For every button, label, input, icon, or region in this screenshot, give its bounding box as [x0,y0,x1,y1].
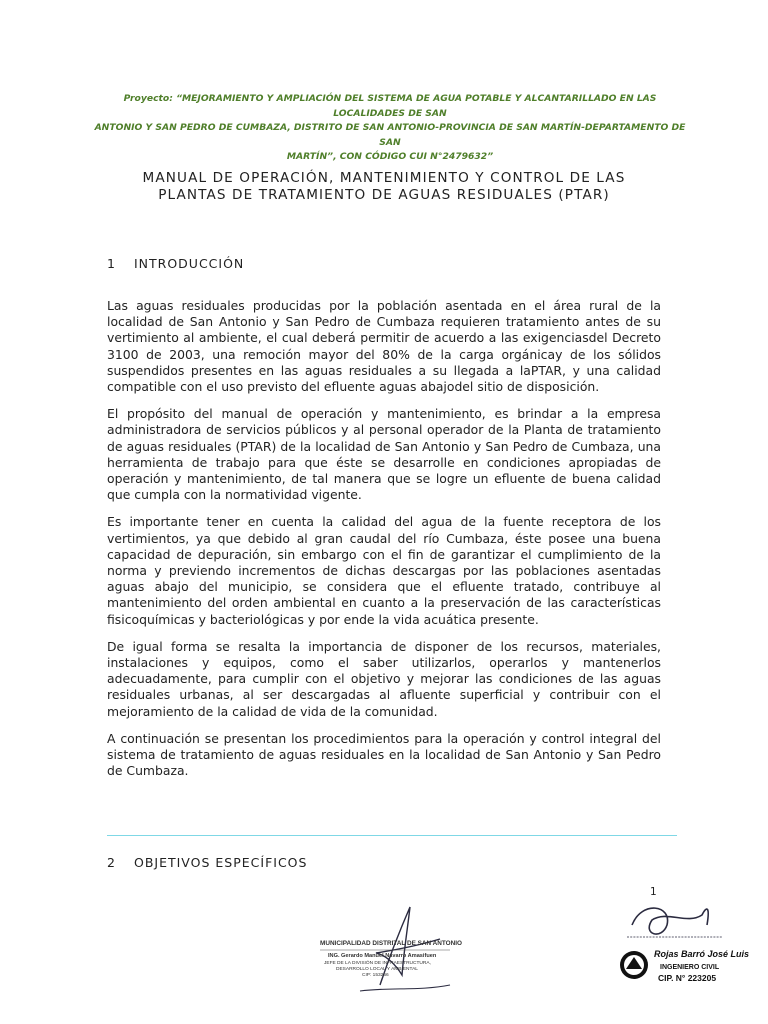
paragraph: Las aguas residuales producidas por la población asentada en el área rural de la localidad de San Antonio y San Pedro de Cumbaza requieren tratamiento antes de su vertimiento al ambiente, el cual deberá permitir de acuerdo a las exigenciasdel Decreto 3100 de 2003, una remoción mayor del 80% de la carga orgánicay de los sólidos suspendidos presentes en las aguas residuales a su llegada a laPTAR, y una calidad compatible con el uso previsto del efluente aguas abajodel sitio de disposición. [107,298,661,395]
document-title-line-2: PLANTAS DE TRATAMIENTO DE AGUAS RESIDUALES (PTAR) [158,187,610,203]
project-header [90,92,690,165]
municipal-signature-stamp [300,895,480,1005]
paragraph: A continuación se presentan los procedimientos para la operación y control integral del sistema de tratamiento de aguas residuales en la localidad de San Antonio y San Pedro de Cumbaza. [107,730,661,779]
engineer-seal-icon [620,951,648,979]
document-title-line-1: MANUAL DE OPERACIÓN, MANTENIMIENTO Y CONTROL DE LAS [142,170,626,186]
section-title: OBJETIVOS ESPECÍFICOS [133,855,308,870]
project-header-line-2: ANTONIO Y SAN PEDRO DE CUMBAZA, DISTRITO DE SAN ANTONIO-PROVINCIA DE SAN MARTÍN-DEPARTAMENTO DE SAN [94,122,686,148]
page-number: 1 [650,886,657,898]
engineer-signature-stamp [612,895,750,1005]
engineer-name: Rojas Barró José Luis [654,949,750,959]
project-header-line-3: MARTÍN”, CON CÓDIGO CUI N°2479632” [286,151,494,162]
stamp-line-4: DESARROLLO LOCAL Y AMBIENTAL [336,967,418,972]
project-header-line-1: Proyecto: “MEJORAMIENTO Y AMPLIACIÓN DEL SISTEMA DE AGUA POTABLE Y ALCANTARILLADO EN LAS LOCALIDADES DE SAN [123,93,657,119]
paragraph: Es importante tener en cuenta la calidad del agua de la fuente receptora de los vertimientos, ya que debido al gran caudal del río Cumbaza, éste posee una buena capacidad de depuración, sin embargo con el fin de garantizar el cumplimiento de la norma y previendo incrementos de dichas descargas por las poblaciones asentadas aguas abajo del municipio, se considera que el efluente tratado, contribuye al mantenimiento del orden ambiental en cuanto a la preservación de las características fisicoquímicas y bacteriológicas y por ende la vida acuática presente. [107,514,661,627]
document-title [100,170,668,204]
section-number: 1 [107,256,116,271]
engineer-title: INGENIERO CIVIL [660,964,720,971]
engineer-cip: CIP. N° 223205 [658,973,717,983]
stamp-line-2: ING. Gerardo Manuel Navarro Amasifuen [328,953,437,959]
stamp-line-1: MUNICIPALIDAD DISTRITAL DE SAN ANTONIO [320,940,463,947]
section-divider [107,835,677,836]
stamp-line-3: JEFE DE LA DIVISIÓN DE INFRAESTRUCTURA, [324,961,431,966]
signature-stroke [632,908,708,934]
paragraph: De igual forma se resalta la importancia de disponer de los recursos, materiales, instalaciones y equipos, como el saber utilizarlos, operarlos y mantenerlos adecuadamente, para cumplir con el objetivo y mejorar las condiciones de las aguas residuales urbanas, al ser descargadas al afluente superficial y contribuir con el mejoramiento de la calidad de vida de la comunidad. [107,638,661,719]
introduction-body [107,298,661,790]
stamp-line-5: CIP: 153266 [362,973,389,978]
section-heading-introduccion [107,256,244,271]
signature-stroke [360,985,450,991]
paragraph: El propósito del manual de operación y mantenimiento, es brindar a la empresa administradora de servicios públicos y al personal operador de la Planta de tratamiento de aguas residuales (PTAR) de la localidad de San Antonio y San Pedro de Cumbaza, una herramienta de trabajo para que éste se desarrolle en condiciones apropiadas de operación y mantenimiento, de tal manera que se logre un efluente de buena calidad que cumpla con la normatividad vigente. [107,406,661,503]
section-title: INTRODUCCIÓN [133,256,245,271]
section-number: 2 [107,855,116,870]
section-heading-objetivos [107,855,307,870]
